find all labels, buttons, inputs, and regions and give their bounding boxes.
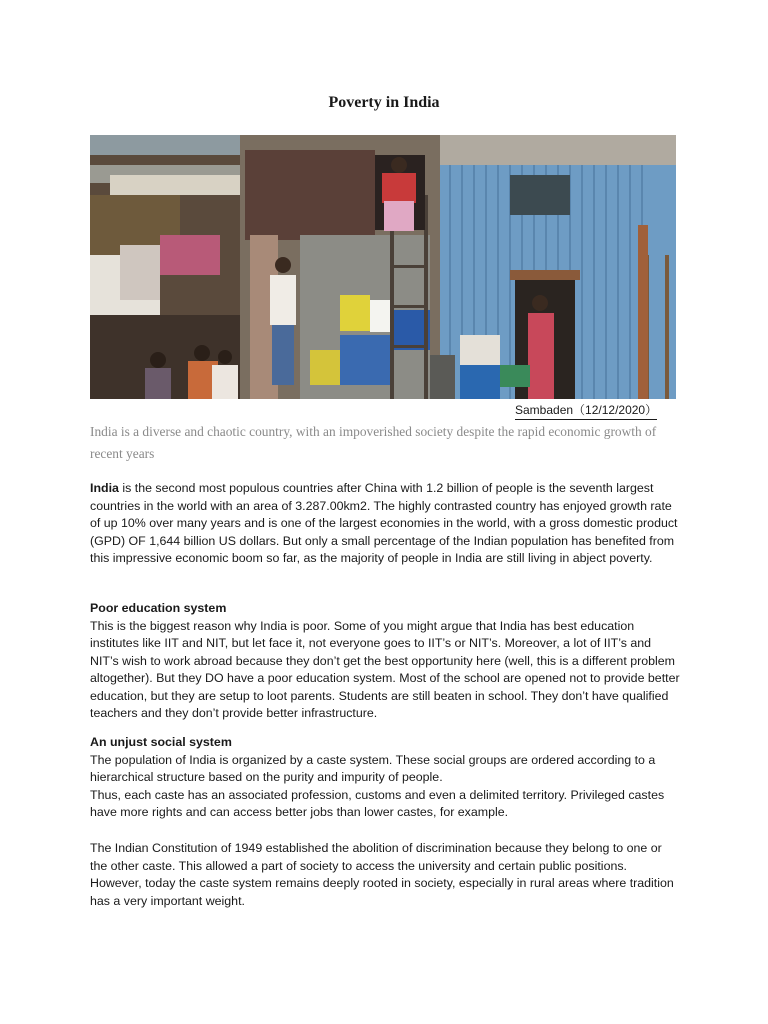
closing-paragraph: The Indian Constitution of 1949 established the abolition of discrimination because they belong to one or the other caste. This allowed a part of society to access the university and certain public positions. However, today the caste system remains deeply rooted in society, especially in rural areas where tradition has a very important weight. (90, 841, 674, 908)
photo-credit: Sambaden（12/12/2020） (515, 401, 657, 420)
photo-caption: India is a diverse and chaotic country, with an impoverished society despite the rapid economic growth of recent years (90, 424, 657, 461)
section-heading: An unjust social system (90, 735, 232, 749)
section-poor-education (90, 600, 682, 723)
intro-paragraph (90, 480, 682, 568)
section-paragraph: The population of India is organized by a caste system. These social groups are ordered according to a hierarchical structure based on the purity and impurity of people. (90, 752, 656, 784)
intro-lead: India (90, 481, 119, 495)
slum-photo-illustration (90, 135, 676, 399)
section-paragraph: This is the biggest reason why India is poor. Some of you might argue that India has best education institutes like IIT and NIT, but let face it, not everyone goes to IIT’s or NIT’s. Moreover, a lot of IIT’s and NIT’s wish to work abroad because they don’t get the best opportunity here (well, this is a different problem altogether). But they DO have a poor education system. Most of the school are opened not to provide better education, but they are setup to loot parents. Students are still beaten in school. They don’t have qualified teachers and they don’t provide better infrastructure. (90, 618, 680, 720)
section-paragraph: Thus, each caste has an associated profession, customs and even a delimited territory. Privileged castes have more rights and can access better jobs than lower castes, for example. (90, 787, 665, 819)
section-unjust-social-system (90, 734, 682, 822)
section-heading: Poor education system (90, 601, 227, 615)
document-title: Poverty in India (328, 94, 440, 111)
slum-photo (90, 135, 676, 399)
intro-rest: is the second most populous countries after China with 1.2 billion of people is the seventh largest countries in the world with an area of 3.287.00km2. The highly contrasted country has enjoyed growth rate of up 10% over many years and is one of the largest economies in the world, with a gross domestic product (GPD) OF 1,644 billion US dollars. But only a small percentage of the Indian population has benefited from this impressive economic boom so far, as the majority of people in India are still living in abject poverty. (90, 481, 678, 565)
